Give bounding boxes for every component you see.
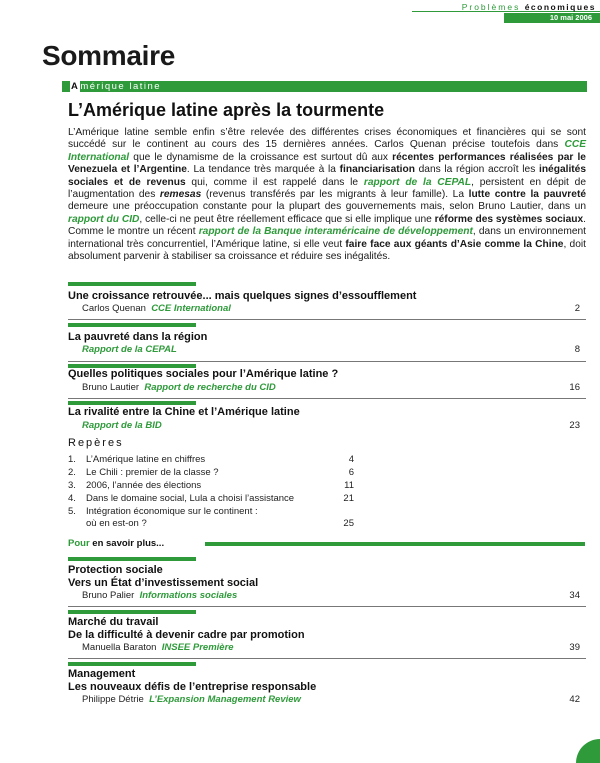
toc-entry-title[interactable]: Quelles politiques sociales pour l’Amérique latine ? (68, 368, 339, 380)
source: Informations sociales (139, 590, 238, 601)
toc-entry-title[interactable]: Une croissance retrouvée... mais quelques signes d’essoufflement (68, 290, 417, 302)
source-link[interactable]: rapport de la CEPAL (363, 176, 472, 188)
page-number: 8 (574, 344, 580, 355)
entry-accent-bar (68, 323, 196, 327)
repere-item[interactable]: 2. Le Chili : premier de la classe ? (68, 467, 219, 478)
toc-entry-byline (68, 303, 231, 314)
issue-date: 10 mai 2006 (504, 13, 600, 23)
repere-page: 4 (348, 454, 354, 465)
entry-accent-bar (68, 282, 196, 286)
entry-accent-bar (68, 557, 196, 561)
repere-page: 21 (343, 493, 354, 504)
pour-en-savoir-plus-heading: Pour en savoir plus... (68, 538, 165, 549)
publication-name-bold: économiques (524, 2, 596, 12)
author: Carlos Quenan (82, 303, 146, 314)
more-entry-title[interactable]: Vers un État d’investissement social (68, 577, 259, 589)
page-number: 16 (569, 382, 580, 393)
corner-decoration (576, 739, 600, 763)
page-number: 39 (569, 642, 580, 653)
toc-entry-byline (68, 382, 276, 393)
source: Rapport de la CEPAL (82, 344, 177, 355)
more-entry-byline (68, 642, 234, 653)
source: INSEE Première (161, 642, 234, 653)
divider (68, 319, 586, 320)
repere-page: 6 (348, 467, 354, 478)
divider (68, 361, 586, 362)
publication-header (412, 2, 600, 20)
repere-page: 11 (344, 480, 354, 491)
repere-page: 25 (343, 518, 354, 529)
source: CCE International (151, 303, 231, 314)
page-number: 34 (569, 590, 580, 601)
page-title: Sommaire (42, 40, 175, 71)
section-label (70, 81, 161, 92)
more-entry-title[interactable]: Les nouveaux défis de l’entreprise responsable (68, 681, 317, 693)
repere-item[interactable]: 1. L’Amérique latine en chiffres (68, 454, 206, 465)
toc-entry-title[interactable]: La pauvreté dans la région (68, 331, 208, 343)
repere-item[interactable]: 5. Intégration économique sur le continent : (68, 506, 258, 517)
entry-accent-bar (68, 662, 196, 666)
pour-en-savoir-plus-bar (205, 542, 585, 546)
dossier-headline: L’Amérique latine après la tourmente (68, 100, 385, 120)
divider (68, 606, 586, 607)
more-entry-byline (68, 590, 237, 601)
page-number: 42 (569, 694, 580, 705)
source-link[interactable]: rapport de la Banque interaméricaine de développement (198, 226, 473, 238)
author: Bruno Lautier (82, 382, 140, 393)
toc-entry-byline (68, 420, 162, 431)
source: Rapport de la BID (82, 420, 162, 431)
author: Bruno Palier (82, 590, 135, 601)
toc-entry-byline (68, 344, 177, 355)
author: Manuella Baraton (82, 642, 157, 653)
entry-accent-bar (68, 610, 196, 614)
more-entry-category: Management (68, 668, 136, 680)
page-number: 23 (569, 420, 580, 431)
publication-name (462, 2, 596, 12)
section-label-initial: A (71, 81, 80, 92)
repere-item[interactable]: 4. Dans le domaine social, Lula a choisi l’assistance (68, 493, 295, 504)
entry-accent-bar (68, 401, 196, 405)
page-number: 2 (574, 303, 580, 314)
toc-entry-title[interactable]: La rivalité entre la Chine et l’Amérique latine (68, 406, 300, 418)
more-entry-byline (68, 694, 301, 705)
publication-name-light: Problèmes (461, 2, 521, 12)
more-entry-category: Protection sociale (68, 564, 163, 576)
more-entry-category: Marché du travail (68, 616, 159, 628)
source-link[interactable]: CCE International (68, 139, 586, 163)
source-link[interactable]: rapport du CID (68, 213, 140, 225)
divider (68, 658, 586, 659)
reperes-heading: Repères (68, 437, 124, 449)
author: Philippe Détrie (82, 694, 144, 705)
repere-item-continued: où en est-on ? (86, 518, 147, 529)
source: Rapport de recherche du CID (144, 382, 276, 393)
intro-paragraph: L’Amérique latine semble enfin s’être relevée des différentes crises économiques et financières qui se sont succédé sur le continent au cours des 15 dernières années. Carlos Quenan précise toutefois dans CCE International que le dynamisme de la croissance est surtout dû aux récentes performances réalisées par le Venezuela et l’Argentine. La tendance très marquée à la financiarisation dans la région accroît les inégalités sociales et de revenus qui, comme il est rappelé dans le rapport de la CEPAL, persistent en dépit de l’augmentation des remesas (revenus transférés par les migrants à leur famille). La lutte contre la pauvreté demeure une préoccupation constante pour la plupart des gouvernements mais, selon Bruno Lautier, dans un rapport du CID, celle-ci ne peut être réellement efficace que si elle implique une réforme des systèmes sociaux. Comme le montre un récent rapport de la Banque interaméricaine de développement, dans un environnement international très concurrentiel, l’Amérique latine, si elle veut faire face aux géants d’Asie comme la Chine, doit absolument parvenir à stabiliser sa croissance et réduire ses inégalités. (68, 127, 586, 263)
repere-item[interactable]: 3. 2006, l’année des élections (68, 480, 202, 491)
divider (68, 398, 586, 399)
section-label-rest: mérique latine (80, 81, 162, 92)
source: L’Expansion Management Review (149, 694, 301, 705)
more-entry-title[interactable]: De la difficulté à devenir cadre par promotion (68, 629, 305, 641)
